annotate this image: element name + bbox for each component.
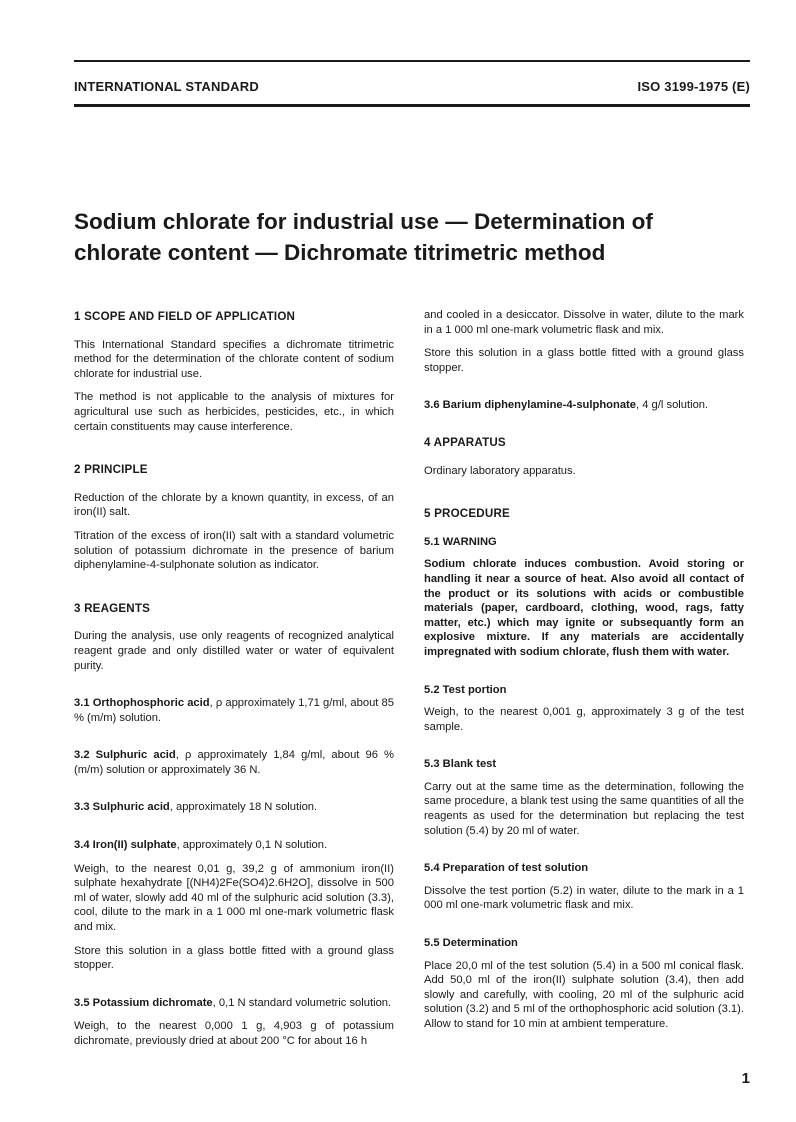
reagent-3-5-storage: Store this solution in a glass bottle fitted with a ground glass stopper.: [424, 347, 744, 374]
section-4-paragraph: Ordinary laboratory apparatus.: [424, 464, 576, 477]
reagent-3-6-number: 3.6: [424, 399, 440, 412]
section-1-heading: 1 SCOPE AND FIELD OF APPLICATION: [74, 310, 296, 323]
reagent-3-4-preparation: Weigh, to the nearest 0,01 g, 39,2 g of ammonium iron(II) sulphate hexahydrate [(NH4)2Fe(SO4)2.6H2O], dissolve in 500 ml of water, slowly add 40 ml of the sulphuric acid solution (3.3), cool, dilute to the mark in a 1 000 ml one-mark volumetric flask and mix.: [74, 862, 394, 934]
top-rule: [74, 60, 750, 62]
subsection-5-3-text: Carry out at the same time as the determination, following the same procedure, a blank test using the same quantities of all the reagents as used for the determination but replacing the test solution (5.4) by 20 ml of water.: [424, 780, 744, 837]
reagents-intro: During the analysis, use only reagents of recognized analytical reagent grade and only distilled water or water of equivalent purity.: [74, 630, 394, 672]
reagent-3-1-name: Orthophosphoric acid: [92, 697, 210, 710]
reagent-3-2: [74, 748, 394, 777]
reagent-3-4-name: Iron(II) sulphate: [92, 839, 177, 852]
reagent-3-2-name: Sulphuric acid: [95, 749, 176, 762]
reagent-3-4-storage: Store this solution in a glass bottle fitted with a ground glass stopper.: [74, 944, 394, 972]
reagent-3-5-preparation: Weigh, to the nearest 0,000 1 g, 4,903 g of potassium dichromate, previously dried at about 200 °C for about 16 h: [74, 1020, 394, 1047]
header-standard-label: INTERNATIONAL STANDARD: [74, 79, 259, 94]
section-3-heading: 3 REAGENTS: [74, 601, 151, 615]
reagent-3-3-text: , approximately 18 N solution.: [169, 801, 318, 814]
section-2-paragraph-2: Titration of the excess of iron(II) salt with a standard volumetric solution of potassium dichromate in the presence of barium diphenylamine-4-sulphonate solution as indicator.: [74, 529, 394, 572]
page-number: 1: [741, 1070, 750, 1087]
reagent-3-6-name: Barium diphenylamine-4-sulphonate: [442, 399, 636, 412]
reagent-3-3: [74, 800, 394, 815]
section-1-paragraph-2: The method is not applicable to the analysis of mixtures for agricultural use such as herbicides, pesticides, etc., in which certain constituents may cause interference.: [74, 391, 394, 433]
subsection-5-5-text: Place 20,0 ml of the test solution (5.4) in a 500 ml conical flask. Add 50,0 ml of the iron(II) sulphate solution (3.4), then add slowly and carefully, with cooling, 20 ml of the sulphuric acid solution (3.2) and 5 ml of the orthophosphoric acid solution (3.1). Allow to stand for 10 min at ambient temperature.: [424, 959, 744, 1030]
left-column: [74, 310, 394, 1058]
reagent-3-4-number: 3.4: [74, 839, 90, 852]
subsection-5-2-text: Weigh, to the nearest 0,001 g, approximately 3 g of the test sample.: [424, 706, 744, 733]
reagent-3-4: [74, 838, 394, 853]
right-column: [424, 308, 744, 1041]
section-2-paragraph-1: Reduction of the chlorate by a known quantity, in excess, of an iron(II) salt.: [74, 491, 394, 519]
subsection-5-4-heading: 5.4 Preparation of test solution: [424, 862, 589, 875]
document-title: Sodium chlorate for industrial use — Determination of chlorate content — Dichromate titrimetric method: [74, 209, 653, 265]
section-2-heading: 2 PRINCIPLE: [74, 463, 148, 477]
subsection-5-2-heading: 5.2 Test portion: [424, 683, 507, 696]
subsection-5-3-heading: 5.3 Blank test: [424, 758, 497, 771]
subsection-5-1-heading: 5.1 WARNING: [424, 535, 497, 548]
header-rule: [74, 104, 750, 107]
reagent-3-6-text: , 4 g/l solution.: [636, 399, 709, 412]
reagent-3-2-number: 3.2: [74, 749, 90, 762]
reagent-3-1-number: 3.1: [74, 697, 90, 710]
reagent-3-1-text: , ρ approximately 1,71 g/ml, about 85 % (m/m) solution.: [74, 697, 394, 724]
reagent-3-5: [74, 996, 394, 1011]
subsection-5-4-text: Dissolve the test portion (5.2) in water, dilute to the mark in a 1 000 ml one-mark volumetric flask and mix.: [424, 884, 744, 912]
subsection-5-5-heading: 5.5 Determination: [424, 937, 518, 950]
reagent-3-5-preparation-continued: and cooled in a desiccator. Dissolve in water, dilute to the mark in a 1 000 ml one-mark volumetric flask and mix.: [424, 309, 744, 336]
header-standard-number: ISO 3199-1975 (E): [637, 79, 750, 94]
section-1-paragraph-1: This International Standard specifies a dichromate titrimetric method for the determination of the chlorate content of sodium chlorate for industrial use.: [74, 338, 394, 380]
reagent-3-5-number: 3.5: [74, 996, 90, 1009]
reagent-3-3-name: Sulphuric acid: [92, 801, 170, 814]
reagent-3-5-text: , 0,1 N standard volumetric solution.: [212, 996, 392, 1009]
reagent-3-3-number: 3.3: [74, 801, 90, 814]
reagent-3-2-text: , ρ approximately 1,84 g/ml, about 96 % (m/m) solution or approximately 36 N.: [74, 749, 395, 776]
section-4-heading: 4 APPARATUS: [424, 435, 506, 449]
warning-text: Sodium chlorate induces combustion. Avoid storing or handling it near a source of heat. Also avoid all contact of the product or its solutions with acids or combustible materials (paper, cardboard, clothing, wood, rags, fatty matter, etc.) which may ignite or subsequantly form an explosive mixture. If any materials are accidentally impregnated with sodium chlorate, flush them with water.: [424, 558, 744, 658]
section-5-heading: 5 PROCEDURE: [424, 507, 510, 521]
reagent-3-4-text: , approximately 0,1 N solution.: [176, 839, 328, 852]
reagent-3-5-name: Potassium dichromate: [92, 996, 213, 1009]
reagent-3-1: [74, 696, 394, 725]
reagent-3-6: [424, 398, 744, 413]
